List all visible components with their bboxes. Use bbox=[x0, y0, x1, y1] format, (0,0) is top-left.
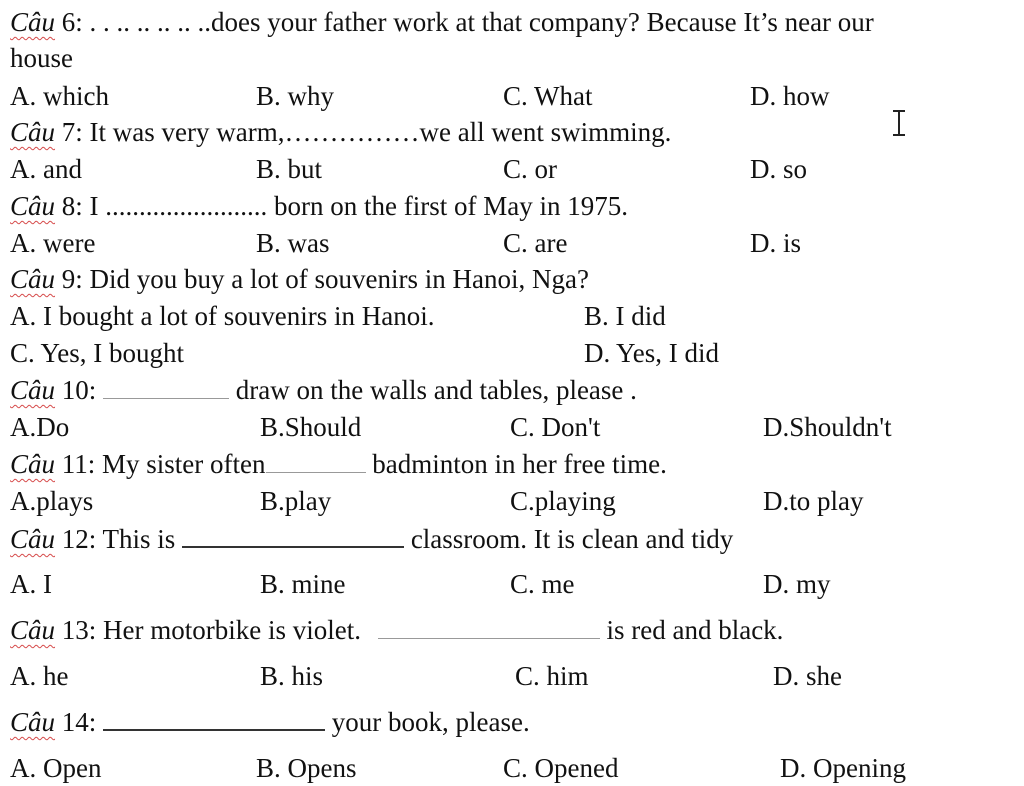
option-d: D. she bbox=[773, 661, 842, 691]
option-a: A. I bought a lot of souvenirs in Hanoi. bbox=[10, 301, 435, 331]
text-cursor-icon bbox=[888, 108, 910, 138]
question-8-stem bbox=[10, 190, 628, 222]
question-number: 14: bbox=[61, 707, 97, 737]
question-text: your book, please. bbox=[331, 707, 530, 737]
question-text: house bbox=[10, 43, 73, 73]
option-a: A.Do bbox=[10, 412, 70, 442]
option-d: D. Opening bbox=[780, 753, 906, 783]
option-d: D. is bbox=[750, 228, 802, 258]
answer-blank bbox=[182, 545, 404, 548]
question-label: Câu bbox=[10, 7, 56, 37]
question-label: Câu bbox=[10, 264, 56, 294]
question-9-stem bbox=[10, 263, 589, 295]
question-number: 13: bbox=[61, 615, 97, 645]
question-12-stem bbox=[10, 523, 733, 555]
option-a: A. I bbox=[10, 569, 52, 599]
answer-blank bbox=[103, 728, 325, 731]
option-c: C. are bbox=[503, 228, 568, 258]
option-a: A. were bbox=[10, 228, 96, 258]
option-b: B. his bbox=[260, 661, 324, 691]
question-text: is red and black. bbox=[606, 615, 784, 645]
option-c: C. me bbox=[510, 569, 575, 599]
question-13-stem bbox=[10, 614, 783, 646]
question-10-stem bbox=[10, 374, 637, 406]
question-label: Câu bbox=[10, 615, 56, 645]
question-label: Câu bbox=[10, 707, 56, 737]
option-b: B. I did bbox=[584, 301, 666, 331]
option-b: B. Opens bbox=[256, 753, 357, 783]
option-c: C. Don't bbox=[510, 412, 601, 442]
option-b: B. mine bbox=[260, 569, 346, 599]
option-a: A.plays bbox=[10, 486, 94, 516]
option-a: A. and bbox=[10, 154, 82, 184]
question-number: 10: bbox=[61, 375, 97, 405]
option-c: C. Opened bbox=[503, 753, 619, 783]
question-text: Her motorbike is violet. bbox=[103, 615, 361, 645]
option-c: C.playing bbox=[510, 486, 616, 516]
option-d: D. so bbox=[750, 154, 808, 184]
question-text: Did you buy a lot of souvenirs in Hanoi, Nga? bbox=[89, 264, 589, 294]
question-label: Câu bbox=[10, 191, 56, 221]
question-label: Câu bbox=[10, 117, 56, 147]
question-11-stem bbox=[10, 448, 667, 480]
option-b: B.Should bbox=[260, 412, 362, 442]
option-b: B. was bbox=[256, 228, 330, 258]
option-b: B. but bbox=[256, 154, 323, 184]
option-d: D. Yes, I did bbox=[584, 338, 720, 368]
option-c: C. Yes, I bought bbox=[10, 338, 185, 368]
option-c: C. him bbox=[515, 661, 589, 691]
question-number: 6: bbox=[61, 7, 83, 37]
question-number: 9: bbox=[61, 264, 83, 294]
option-c: C. or bbox=[503, 154, 557, 184]
question-text: . . .. .. .. .. ..does your father work at that company? Because It’s near our bbox=[89, 7, 874, 37]
question-text: I ........................ born on the first of May in 1975. bbox=[89, 191, 628, 221]
question-number: 12: bbox=[61, 524, 97, 554]
question-label: Câu bbox=[10, 375, 56, 405]
question-6-stem-cont bbox=[10, 42, 73, 74]
option-d: D. how bbox=[750, 81, 830, 111]
question-14-stem bbox=[10, 706, 530, 738]
question-text: It was very warm,……………we all went swimming. bbox=[89, 117, 672, 147]
option-a: A. which bbox=[10, 81, 109, 111]
option-a: A. Open bbox=[10, 753, 102, 783]
question-number: 11: bbox=[61, 449, 96, 479]
answer-blank bbox=[266, 471, 366, 473]
option-b: B. why bbox=[256, 81, 335, 111]
question-text: This is bbox=[102, 524, 176, 554]
option-d: D.Shouldn't bbox=[763, 412, 892, 442]
question-number: 8: bbox=[61, 191, 83, 221]
question-text: badminton in her free time. bbox=[372, 449, 667, 479]
question-label: Câu bbox=[10, 449, 56, 479]
question-6-stem bbox=[10, 6, 874, 38]
answer-blank bbox=[103, 397, 229, 399]
question-label: Câu bbox=[10, 524, 56, 554]
option-c: C. What bbox=[503, 81, 593, 111]
question-text: My sister often bbox=[102, 449, 266, 479]
option-b: B.play bbox=[260, 486, 332, 516]
question-text: draw on the walls and tables, please . bbox=[235, 375, 637, 405]
question-number: 7: bbox=[61, 117, 83, 147]
answer-blank bbox=[378, 637, 600, 639]
question-7-stem bbox=[10, 116, 671, 148]
question-text: classroom. It is clean and tidy bbox=[410, 524, 734, 554]
option-d: D. my bbox=[763, 569, 831, 599]
option-a: A. he bbox=[10, 661, 69, 691]
option-d: D.to play bbox=[763, 486, 864, 516]
